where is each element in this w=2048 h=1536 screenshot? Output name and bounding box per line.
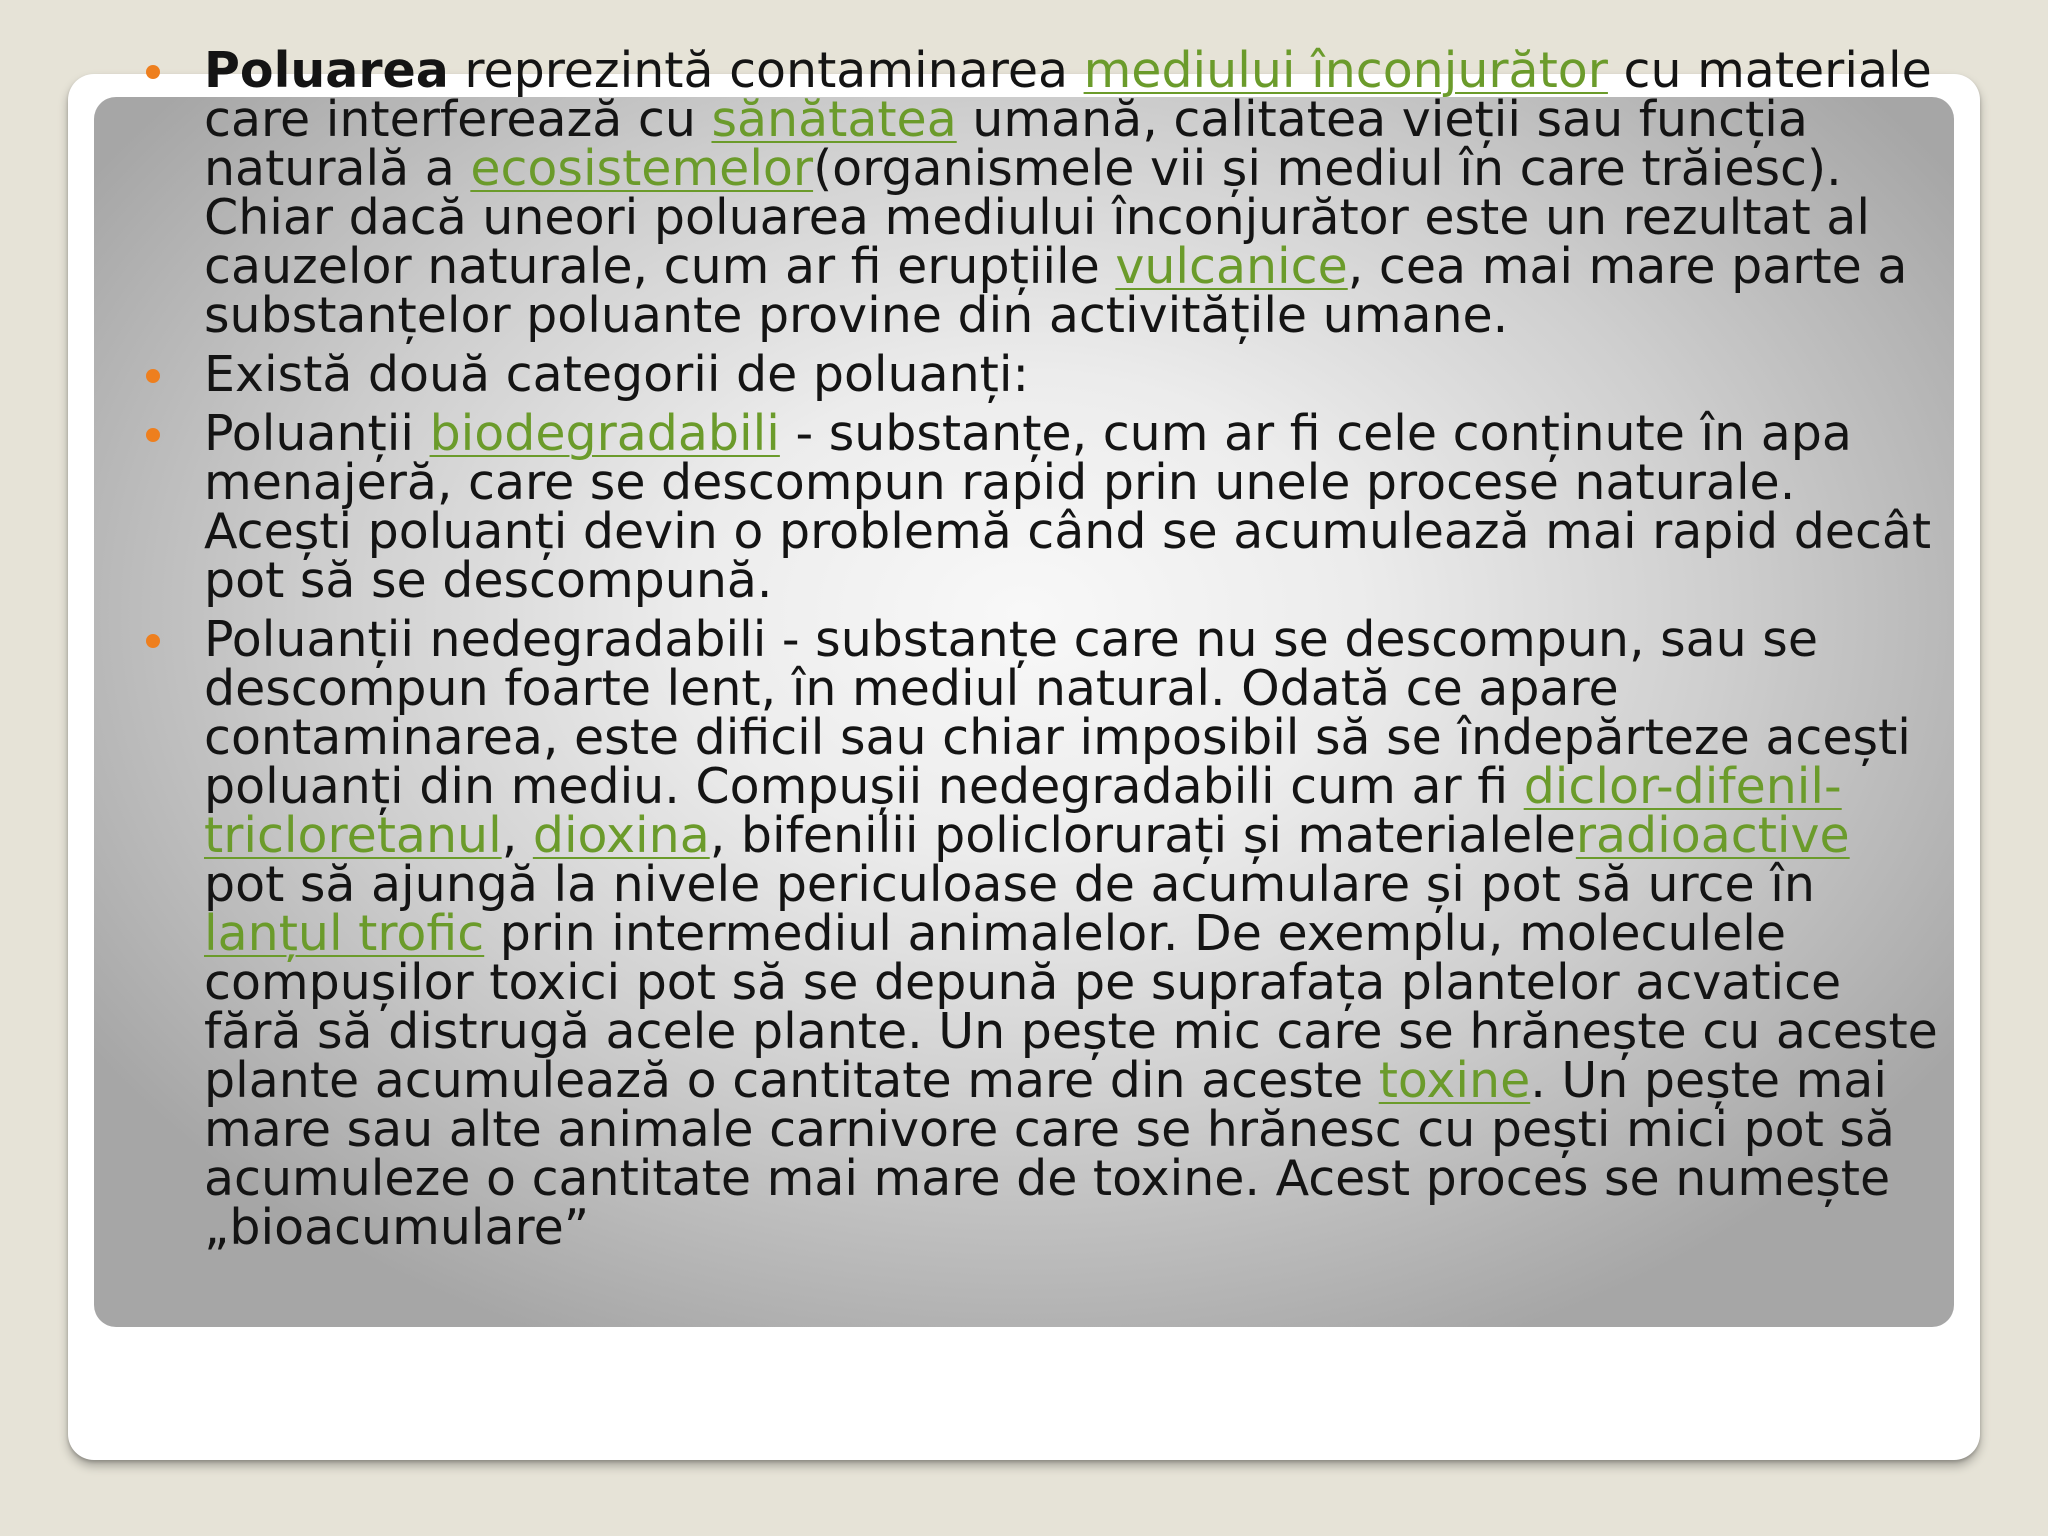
text-segment: cu materiale care interferează cu (204, 42, 1932, 148)
text-segment: . Un pește mai mare sau alte animale carnivore care se hrănesc cu pești mici pot să acumuleze o cantitate mai mare de toxine. Acest proces se numește „bioacumulare” (204, 1052, 1895, 1256)
link-biodegradabili[interactable]: biodegradabili (429, 405, 780, 462)
text-segment: reprezintă contaminarea (448, 42, 1084, 99)
link-ecosistemelor[interactable]: ecosistemelor (470, 140, 814, 197)
bullet-icon (146, 428, 160, 442)
text-segment: , bifenilii policlorurați și materialele (709, 807, 1576, 864)
text-segment: Există două categorii de poluanți: (204, 346, 1030, 403)
text-segment: , (501, 807, 533, 864)
bullet-icon (146, 65, 160, 79)
bullet-item-nondegradable (140, 611, 1940, 1256)
bullet-item-categories (140, 346, 1940, 403)
link-mediului-inconjurator[interactable]: mediului înconjurător (1083, 42, 1608, 99)
bullet-list (140, 42, 1940, 1262)
text-segment: umană, calitatea vieții sau funcția naturală a (204, 91, 1808, 197)
link-toxine[interactable]: toxine (1378, 1052, 1531, 1109)
link-lantul-trofic[interactable]: lanțul trofic (204, 905, 485, 962)
bullet-item-biodegradable (140, 405, 1940, 609)
link-vulcanice[interactable]: vulcanice (1115, 238, 1348, 295)
text-segment: Poluanții nedegradabili - substanțe care nu se descompun, sau se descompun foarte lent, în mediul natural. Odată ce apare contaminarea, este dificil sau chiar imposibil să se îndepărteze acești poluanți din mediu. Compușii nedegradabili cum ar fi (204, 611, 1911, 815)
text-segment: , cea mai mare parte a substanțelor poluante provine din activitățile umane. (204, 238, 1908, 344)
text-segment: pot să ajungă la nivele periculoase de acumulare și pot să urce în (204, 856, 1815, 913)
bullet-icon (146, 369, 160, 383)
link-dioxina[interactable]: dioxina (532, 807, 710, 864)
text-segment: Poluanții (204, 405, 430, 462)
link-sanatatea[interactable]: sănătatea (711, 91, 957, 148)
bullet-icon (146, 634, 160, 648)
text-segment: - substanțe, cum ar fi cele conținute în apa menajeră, care se descompun rapid prin unele procese naturale. Acești poluanți devin o problemă când se acumulează mai rapid decât pot să se descompună. (204, 405, 1932, 609)
link-diclor-difenil-tricloretanul[interactable]: diclor-difenil-tricloretanul (204, 758, 1842, 864)
link-radioactive[interactable]: radioactive (1575, 807, 1850, 864)
text-segment: (organismele vii și mediul în care trăiesc). Chiar dacă uneori poluarea mediului înconjurător este un rezultat al cauzelor naturale, cum ar fi erupțiile (204, 140, 1870, 295)
bullet-item-pollution-definition (140, 42, 1940, 344)
text-segment: prin intermediul animalelor. De exemplu, moleculele compușilor toxici pot să se depună pe suprafața plantelor acvatice fără să distrugă acele plante. Un pește mic care se hrănește cu aceste plante acumulează o cantitate mare din aceste (204, 905, 1938, 1109)
term-poluarea: Poluarea (204, 42, 449, 99)
